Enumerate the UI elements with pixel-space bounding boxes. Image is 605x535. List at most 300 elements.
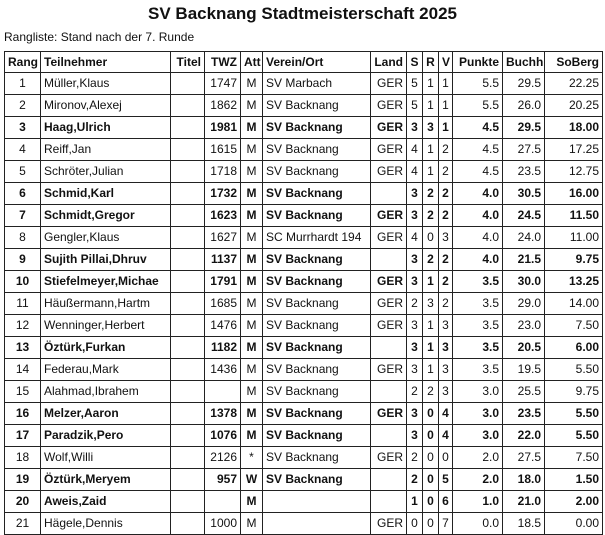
cell-rang: 7	[5, 205, 41, 227]
cell-v: 4	[439, 425, 453, 447]
cell-punkte: 5.5	[453, 95, 503, 117]
cell-att: M	[241, 227, 263, 249]
table-row	[5, 293, 603, 315]
cell-s: 3	[407, 359, 423, 381]
cell-soberg: 7.50	[545, 315, 603, 337]
cell-r: 0	[423, 491, 439, 513]
cell-rang: 2	[5, 95, 41, 117]
cell-titel	[171, 315, 205, 337]
cell-buchh: 29.5	[503, 73, 545, 95]
cell-s: 3	[407, 271, 423, 293]
cell-verein: SV Backnang	[263, 469, 371, 491]
cell-soberg: 11.00	[545, 227, 603, 249]
cell-buchh: 25.5	[503, 381, 545, 403]
cell-buchh: 18.0	[503, 469, 545, 491]
cell-r: 2	[423, 381, 439, 403]
cell-att: M	[241, 293, 263, 315]
cell-punkte: 4.0	[453, 183, 503, 205]
cell-punkte: 1.0	[453, 491, 503, 513]
cell-twz: 1436	[205, 359, 241, 381]
cell-titel	[171, 469, 205, 491]
cell-verein: SV Backnang	[263, 183, 371, 205]
cell-twz	[205, 381, 241, 403]
standings-table	[4, 51, 603, 535]
table-row	[5, 447, 603, 469]
cell-twz: 1747	[205, 73, 241, 95]
cell-s: 3	[407, 337, 423, 359]
cell-s: 2	[407, 469, 423, 491]
cell-titel	[171, 183, 205, 205]
cell-att: M	[241, 337, 263, 359]
col-header-rang: Rang	[5, 52, 41, 73]
cell-twz: 1685	[205, 293, 241, 315]
cell-land	[371, 337, 407, 359]
cell-punkte: 4.0	[453, 205, 503, 227]
col-header-soberg: SoBerg	[545, 52, 603, 73]
cell-twz: 1627	[205, 227, 241, 249]
cell-teilnehmer: Schröter,Julian	[41, 161, 171, 183]
cell-teilnehmer: Sujith Pillai,Dhruv	[41, 249, 171, 271]
cell-att: W	[241, 469, 263, 491]
cell-twz: 1981	[205, 117, 241, 139]
cell-r: 2	[423, 249, 439, 271]
cell-verein: SV Backnang	[263, 293, 371, 315]
table-row	[5, 249, 603, 271]
cell-titel	[171, 95, 205, 117]
cell-s: 3	[407, 403, 423, 425]
cell-teilnehmer: Müller,Klaus	[41, 73, 171, 95]
cell-rang: 4	[5, 139, 41, 161]
cell-rang: 10	[5, 271, 41, 293]
cell-soberg: 0.00	[545, 513, 603, 535]
cell-s: 3	[407, 425, 423, 447]
cell-land: GER	[371, 403, 407, 425]
cell-r: 1	[423, 359, 439, 381]
cell-att: M	[241, 139, 263, 161]
cell-v: 1	[439, 95, 453, 117]
cell-att: M	[241, 117, 263, 139]
cell-land: GER	[371, 447, 407, 469]
cell-soberg: 1.50	[545, 469, 603, 491]
cell-r: 0	[423, 469, 439, 491]
cell-buchh: 29.0	[503, 293, 545, 315]
cell-teilnehmer: Haag,Ulrich	[41, 117, 171, 139]
cell-s: 3	[407, 315, 423, 337]
cell-r: 3	[423, 293, 439, 315]
cell-rang: 6	[5, 183, 41, 205]
table-row	[5, 403, 603, 425]
cell-verein: SC Murrhardt 194	[263, 227, 371, 249]
cell-twz: 1476	[205, 315, 241, 337]
cell-twz: 1623	[205, 205, 241, 227]
cell-soberg: 9.75	[545, 249, 603, 271]
cell-rang: 15	[5, 381, 41, 403]
cell-land: GER	[371, 73, 407, 95]
cell-r: 1	[423, 161, 439, 183]
cell-land: GER	[371, 293, 407, 315]
table-header-row	[5, 52, 603, 73]
cell-v: 2	[439, 293, 453, 315]
cell-buchh: 18.5	[503, 513, 545, 535]
cell-rang: 12	[5, 315, 41, 337]
cell-land	[371, 249, 407, 271]
cell-buchh: 20.5	[503, 337, 545, 359]
cell-verein: SV Backnang	[263, 139, 371, 161]
cell-teilnehmer: Öztürk,Meryem	[41, 469, 171, 491]
table-row	[5, 95, 603, 117]
cell-punkte: 3.5	[453, 293, 503, 315]
cell-rang: 9	[5, 249, 41, 271]
cell-punkte: 2.0	[453, 447, 503, 469]
cell-rang: 19	[5, 469, 41, 491]
cell-att: M	[241, 381, 263, 403]
cell-s: 3	[407, 183, 423, 205]
cell-soberg: 5.50	[545, 425, 603, 447]
cell-punkte: 4.5	[453, 117, 503, 139]
cell-s: 5	[407, 73, 423, 95]
cell-twz: 957	[205, 469, 241, 491]
cell-land	[371, 183, 407, 205]
cell-att: M	[241, 271, 263, 293]
cell-twz: 1182	[205, 337, 241, 359]
cell-att: M	[241, 205, 263, 227]
cell-att: M	[241, 513, 263, 535]
cell-twz: 1378	[205, 403, 241, 425]
cell-soberg: 11.50	[545, 205, 603, 227]
cell-soberg: 5.50	[545, 403, 603, 425]
cell-land: GER	[371, 271, 407, 293]
cell-r: 1	[423, 337, 439, 359]
cell-punkte: 3.5	[453, 337, 503, 359]
cell-soberg: 7.50	[545, 447, 603, 469]
cell-r: 2	[423, 205, 439, 227]
cell-att: M	[241, 491, 263, 513]
cell-teilnehmer: Öztürk,Furkan	[41, 337, 171, 359]
cell-buchh: 29.5	[503, 117, 545, 139]
cell-verein: SV Backnang	[263, 315, 371, 337]
cell-verein: SV Backnang	[263, 403, 371, 425]
cell-twz: 1862	[205, 95, 241, 117]
cell-land: GER	[371, 117, 407, 139]
cell-att: M	[241, 315, 263, 337]
cell-teilnehmer: Aweis,Zaid	[41, 491, 171, 513]
cell-punkte: 3.5	[453, 359, 503, 381]
col-header-buchh: Buchh	[503, 52, 545, 73]
table-row	[5, 161, 603, 183]
table-row	[5, 381, 603, 403]
cell-r: 3	[423, 117, 439, 139]
col-header-land: Land	[371, 52, 407, 73]
cell-teilnehmer: Häußermann,Hartm	[41, 293, 171, 315]
cell-titel	[171, 73, 205, 95]
cell-r: 1	[423, 271, 439, 293]
cell-rang: 5	[5, 161, 41, 183]
cell-land	[371, 491, 407, 513]
cell-land: GER	[371, 139, 407, 161]
table-row	[5, 271, 603, 293]
cell-v: 0	[439, 447, 453, 469]
cell-titel	[171, 205, 205, 227]
cell-soberg: 20.25	[545, 95, 603, 117]
cell-punkte: 4.5	[453, 161, 503, 183]
cell-twz: 1615	[205, 139, 241, 161]
cell-verein: SV Backnang	[263, 425, 371, 447]
cell-punkte: 3.0	[453, 381, 503, 403]
cell-s: 2	[407, 293, 423, 315]
cell-teilnehmer: Stiefelmeyer,Michae	[41, 271, 171, 293]
cell-s: 4	[407, 139, 423, 161]
cell-titel	[171, 227, 205, 249]
cell-land: GER	[371, 513, 407, 535]
cell-punkte: 4.0	[453, 227, 503, 249]
cell-twz: 1791	[205, 271, 241, 293]
cell-soberg: 12.75	[545, 161, 603, 183]
cell-land	[371, 381, 407, 403]
cell-teilnehmer: Schmidt,Gregor	[41, 205, 171, 227]
cell-att: M	[241, 359, 263, 381]
cell-punkte: 4.0	[453, 249, 503, 271]
cell-rang: 13	[5, 337, 41, 359]
col-header-r: R	[423, 52, 439, 73]
cell-verein: SV Backnang	[263, 205, 371, 227]
col-header-v: V	[439, 52, 453, 73]
cell-soberg: 22.25	[545, 73, 603, 95]
cell-att: M	[241, 73, 263, 95]
table-row	[5, 469, 603, 491]
table-row	[5, 139, 603, 161]
cell-titel	[171, 337, 205, 359]
cell-verein: SV Backnang	[263, 161, 371, 183]
cell-teilnehmer: Alahmad,Ibrahem	[41, 381, 171, 403]
cell-punkte: 5.5	[453, 73, 503, 95]
table-row	[5, 425, 603, 447]
cell-rang: 21	[5, 513, 41, 535]
cell-v: 2	[439, 249, 453, 271]
cell-verein	[263, 491, 371, 513]
cell-s: 3	[407, 117, 423, 139]
cell-buchh: 27.5	[503, 139, 545, 161]
col-header-punkte: Punkte	[453, 52, 503, 73]
table-row	[5, 183, 603, 205]
cell-twz: 1732	[205, 183, 241, 205]
standings-body	[5, 73, 603, 535]
cell-s: 1	[407, 491, 423, 513]
page-title: SV Backnang Stadtmeisterschaft 2025	[148, 4, 457, 23]
cell-v: 2	[439, 139, 453, 161]
cell-buchh: 27.5	[503, 447, 545, 469]
cell-titel	[171, 117, 205, 139]
cell-r: 1	[423, 95, 439, 117]
cell-v: 1	[439, 73, 453, 95]
cell-punkte: 3.5	[453, 271, 503, 293]
cell-punkte: 2.0	[453, 469, 503, 491]
cell-soberg: 14.00	[545, 293, 603, 315]
cell-att: *	[241, 447, 263, 469]
cell-s: 0	[407, 513, 423, 535]
cell-verein: SV Backnang	[263, 95, 371, 117]
cell-r: 1	[423, 315, 439, 337]
cell-v: 3	[439, 227, 453, 249]
table-row	[5, 205, 603, 227]
cell-twz: 1137	[205, 249, 241, 271]
cell-land: GER	[371, 205, 407, 227]
cell-soberg: 16.00	[545, 183, 603, 205]
cell-r: 0	[423, 447, 439, 469]
cell-rang: 17	[5, 425, 41, 447]
cell-titel	[171, 491, 205, 513]
cell-titel	[171, 381, 205, 403]
standings-subtitle: Rangliste: Stand nach der 7. Runde	[4, 30, 195, 44]
cell-rang: 14	[5, 359, 41, 381]
cell-v: 2	[439, 183, 453, 205]
cell-teilnehmer: Mironov,Alexej	[41, 95, 171, 117]
cell-s: 4	[407, 227, 423, 249]
cell-land: GER	[371, 95, 407, 117]
cell-att: M	[241, 95, 263, 117]
cell-rang: 3	[5, 117, 41, 139]
cell-punkte: 3.5	[453, 315, 503, 337]
cell-soberg: 2.00	[545, 491, 603, 513]
cell-buchh: 19.5	[503, 359, 545, 381]
cell-land: GER	[371, 161, 407, 183]
table-row	[5, 513, 603, 535]
col-header-titel: Titel	[171, 52, 205, 73]
cell-verein: SV Backnang	[263, 359, 371, 381]
cell-land: GER	[371, 359, 407, 381]
cell-att: M	[241, 403, 263, 425]
cell-twz: 1718	[205, 161, 241, 183]
table-row	[5, 491, 603, 513]
cell-verein: SV Backnang	[263, 447, 371, 469]
cell-att: M	[241, 425, 263, 447]
cell-v: 7	[439, 513, 453, 535]
cell-twz: 1076	[205, 425, 241, 447]
cell-att: M	[241, 161, 263, 183]
col-header-att: Att	[241, 52, 263, 73]
cell-teilnehmer: Hägele,Dennis	[41, 513, 171, 535]
cell-buchh: 23.0	[503, 315, 545, 337]
cell-soberg: 9.75	[545, 381, 603, 403]
cell-buchh: 24.5	[503, 205, 545, 227]
cell-soberg: 18.00	[545, 117, 603, 139]
cell-buchh: 24.0	[503, 227, 545, 249]
cell-teilnehmer: Gengler,Klaus	[41, 227, 171, 249]
cell-s: 3	[407, 249, 423, 271]
table-row	[5, 315, 603, 337]
cell-titel	[171, 139, 205, 161]
cell-land: GER	[371, 227, 407, 249]
cell-teilnehmer: Schmid,Karl	[41, 183, 171, 205]
cell-twz: 2126	[205, 447, 241, 469]
table-row	[5, 337, 603, 359]
table-row	[5, 227, 603, 249]
cell-s: 2	[407, 381, 423, 403]
cell-s: 4	[407, 161, 423, 183]
cell-r: 0	[423, 403, 439, 425]
cell-buchh: 23.5	[503, 403, 545, 425]
cell-soberg: 13.25	[545, 271, 603, 293]
cell-att: M	[241, 183, 263, 205]
cell-verein: SV Backnang	[263, 117, 371, 139]
cell-v: 3	[439, 359, 453, 381]
cell-v: 3	[439, 381, 453, 403]
cell-r: 0	[423, 425, 439, 447]
cell-r: 1	[423, 73, 439, 95]
cell-titel	[171, 293, 205, 315]
cell-titel	[171, 359, 205, 381]
cell-verein: SV Backnang	[263, 381, 371, 403]
cell-att: M	[241, 249, 263, 271]
col-header-verein: Verein/Ort	[263, 52, 371, 73]
cell-verein: SV Backnang	[263, 337, 371, 359]
cell-buchh: 26.0	[503, 95, 545, 117]
cell-v: 2	[439, 205, 453, 227]
cell-s: 3	[407, 205, 423, 227]
cell-titel	[171, 513, 205, 535]
cell-titel	[171, 447, 205, 469]
cell-rang: 16	[5, 403, 41, 425]
cell-buchh: 30.5	[503, 183, 545, 205]
col-header-teilnehmer: Teilnehmer	[41, 52, 171, 73]
cell-land	[371, 469, 407, 491]
cell-punkte: 0.0	[453, 513, 503, 535]
cell-verein: SV Backnang	[263, 249, 371, 271]
cell-teilnehmer: Paradzik,Pero	[41, 425, 171, 447]
cell-verein: SV Marbach	[263, 73, 371, 95]
cell-verein	[263, 513, 371, 535]
col-header-s: S	[407, 52, 423, 73]
cell-v: 4	[439, 403, 453, 425]
cell-buchh: 22.0	[503, 425, 545, 447]
cell-land	[371, 425, 407, 447]
cell-rang: 18	[5, 447, 41, 469]
cell-titel	[171, 161, 205, 183]
cell-v: 3	[439, 337, 453, 359]
cell-land: GER	[371, 315, 407, 337]
cell-r: 0	[423, 513, 439, 535]
cell-teilnehmer: Melzer,Aaron	[41, 403, 171, 425]
col-header-twz: TWZ	[205, 52, 241, 73]
cell-teilnehmer: Reiff,Jan	[41, 139, 171, 161]
cell-rang: 20	[5, 491, 41, 513]
cell-soberg: 17.25	[545, 139, 603, 161]
cell-soberg: 6.00	[545, 337, 603, 359]
cell-teilnehmer: Wenninger,Herbert	[41, 315, 171, 337]
cell-v: 2	[439, 161, 453, 183]
cell-r: 1	[423, 139, 439, 161]
cell-titel	[171, 249, 205, 271]
cell-titel	[171, 403, 205, 425]
cell-rang: 8	[5, 227, 41, 249]
cell-punkte: 3.0	[453, 403, 503, 425]
table-row	[5, 73, 603, 95]
cell-titel	[171, 425, 205, 447]
cell-s: 5	[407, 95, 423, 117]
cell-buchh: 21.5	[503, 249, 545, 271]
cell-teilnehmer: Federau,Mark	[41, 359, 171, 381]
cell-v: 3	[439, 315, 453, 337]
cell-rang: 11	[5, 293, 41, 315]
cell-s: 2	[407, 447, 423, 469]
cell-r: 2	[423, 183, 439, 205]
cell-buchh: 30.0	[503, 271, 545, 293]
cell-rang: 1	[5, 73, 41, 95]
cell-twz: 1000	[205, 513, 241, 535]
cell-buchh: 23.5	[503, 161, 545, 183]
cell-punkte: 3.0	[453, 425, 503, 447]
cell-v: 6	[439, 491, 453, 513]
cell-soberg: 5.50	[545, 359, 603, 381]
